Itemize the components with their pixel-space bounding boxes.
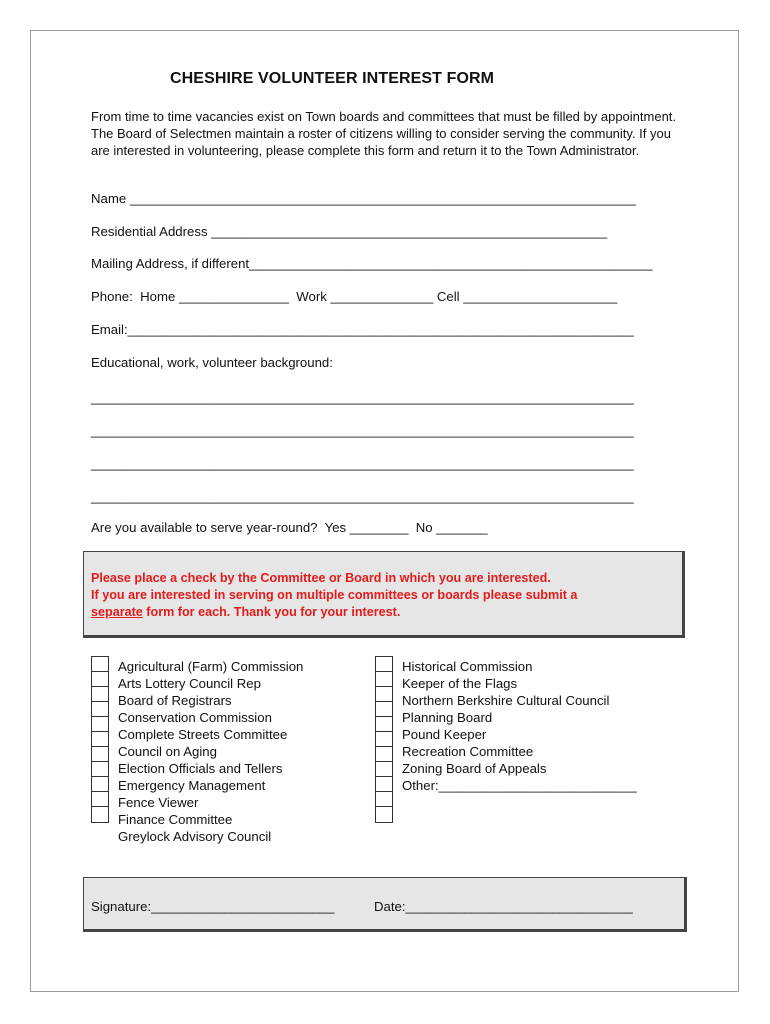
separate-emphasis: separate	[91, 605, 143, 619]
name-field[interactable]: Name _____________________________________________________________________	[91, 191, 636, 206]
signature-field[interactable]: Signature:_________________________	[91, 899, 335, 914]
checkbox-agricultural-commission[interactable]	[91, 656, 109, 671]
checkbox-board-of-registrars[interactable]	[91, 686, 109, 701]
committee-item: Emergency Management	[118, 778, 266, 793]
background-line[interactable]: __________________________________________________________________________	[91, 489, 634, 504]
left-checkbox-column	[91, 656, 109, 823]
checkbox-zoning-board[interactable]	[375, 746, 393, 761]
background-line[interactable]: __________________________________________________________________________	[91, 456, 634, 471]
committee-item: Agricultural (Farm) Commission	[118, 659, 304, 674]
committee-item: Historical Commission	[402, 659, 533, 674]
checkbox-blank[interactable]	[375, 776, 393, 791]
checkbox-finance-committee[interactable]	[91, 791, 109, 806]
checkbox-pound-keeper[interactable]	[375, 716, 393, 731]
checkbox-keeper-of-flags[interactable]	[375, 671, 393, 686]
availability-question[interactable]: Are you available to serve year-round? Yes ________ No _______	[91, 520, 488, 535]
left-committee-list	[118, 658, 303, 845]
checkbox-emergency-management[interactable]	[91, 761, 109, 776]
committee-item: Pound Keeper	[402, 727, 487, 742]
checkbox-election-officials[interactable]	[91, 746, 109, 761]
checkbox-northern-berkshire-cultural[interactable]	[375, 686, 393, 701]
checkbox-blank[interactable]	[375, 791, 393, 806]
committee-item: Finance Committee	[118, 812, 233, 827]
committee-item: Recreation Committee	[402, 744, 534, 759]
checkbox-greylock-advisory[interactable]	[91, 806, 109, 823]
right-checkbox-column	[375, 656, 393, 823]
instructions-line-3	[91, 604, 681, 621]
signature-box	[83, 877, 687, 932]
background-line[interactable]: __________________________________________________________________________	[91, 390, 634, 405]
committee-item: Planning Board	[402, 710, 493, 725]
checkbox-planning-board[interactable]	[375, 701, 393, 716]
checkbox-recreation-committee[interactable]	[375, 731, 393, 746]
committee-item: Arts Lottery Council Rep	[118, 676, 261, 691]
checkbox-historical-commission[interactable]	[375, 656, 393, 671]
checkbox-blank[interactable]	[375, 806, 393, 823]
form-title: CHESHIRE VOLUNTEER INTEREST FORM	[170, 70, 495, 87]
instructions-text	[91, 570, 681, 621]
checkbox-arts-lottery-council[interactable]	[91, 671, 109, 686]
background-line[interactable]: __________________________________________________________________________	[91, 423, 634, 438]
committee-item: Conservation Commission	[118, 710, 272, 725]
committee-item: Keeper of the Flags	[402, 676, 518, 691]
checkbox-complete-streets[interactable]	[91, 716, 109, 731]
checkbox-council-on-aging[interactable]	[91, 731, 109, 746]
phone-fields[interactable]: Phone: Home _______________ Work ______________ Cell _____________________	[91, 289, 618, 304]
committee-item: Complete Streets Committee	[118, 727, 288, 742]
committee-item: Zoning Board of Appeals	[402, 761, 547, 776]
right-committee-list	[402, 658, 637, 794]
background-label: Educational, work, volunteer background:	[91, 355, 333, 370]
instructions-line-3-rest: form for each. Thank you for your interest.	[142, 605, 401, 619]
instructions-box	[83, 551, 685, 638]
committee-item: Greylock Advisory Council	[118, 829, 272, 844]
intro-paragraph: From time to time vacancies exist on Town boards and committees that must be filled by appointment. The Board of Selectmen maintain a roster of citizens willing to consider serving the community. If you are interested in volunteering, please complete this form and return it to the Town Administrator.	[91, 109, 677, 158]
instructions-line-1: Please place a check by the Committee or Board in which you are interested.	[91, 571, 551, 585]
committee-item: Election Officials and Tellers	[118, 761, 283, 776]
checkbox-fence-viewer[interactable]	[91, 776, 109, 791]
committee-item: Board of Registrars	[118, 693, 232, 708]
committee-item: Fence Viewer	[118, 795, 199, 810]
residential-address-field[interactable]: Residential Address ______________________________________________________	[91, 224, 608, 239]
form-page-border	[30, 30, 739, 992]
date-field[interactable]: Date:_______________________________	[374, 899, 633, 914]
email-field[interactable]: Email:_____________________________________________________________________	[91, 322, 634, 337]
committee-item: Council on Aging	[118, 744, 217, 759]
instructions-line-2: If you are interested in serving on multiple committees or boards please submit a	[91, 588, 578, 602]
checkbox-other[interactable]	[375, 761, 393, 776]
mailing-address-field[interactable]: Mailing Address, if different_______________________________________________________	[91, 256, 653, 271]
committee-other-field[interactable]: Other:___________________________	[402, 778, 637, 793]
checkbox-conservation-commission[interactable]	[91, 701, 109, 716]
committee-item: Northern Berkshire Cultural Council	[402, 693, 610, 708]
